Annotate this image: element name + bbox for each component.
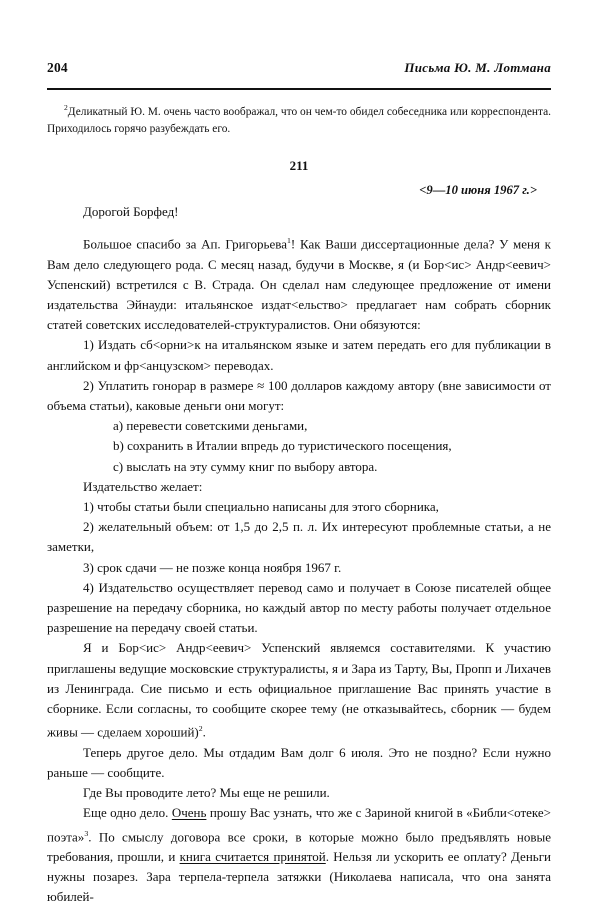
wish-item-4: 4) Издательство осуществляет перевод само и получает в Союзе писателей общее разрешение на передачу сборника, но каждый автор по месту работы получает отдельное разрешение на передачу своей статьи. — [47, 579, 551, 636]
obligation-item-1: 1) Издать сб<орни>к на итальянском языке и затем передать его для публикации в английском и фр<анцузском> переводах. — [47, 337, 551, 373]
book-text-b: прошу Вас узнать, что же с Зариной книгой в «Библи<отеке> поэта» — [47, 805, 552, 844]
page-number: 204 — [47, 60, 68, 75]
sub-item-a: a) перевести советскими деньгами, — [113, 418, 308, 434]
emphasis-ochen: Очень — [171, 805, 207, 821]
book-text-d: . Нельзя ли ускорить ее оплату? Деньги нужны позарез. Зара терпела-терпела затяжки (Николаева написала, что она занята юбилей- — [47, 849, 551, 905]
paragraph-opening — [47, 231, 551, 335]
letter-number: 211 — [289, 158, 309, 173]
invitation-text-b: . — [202, 724, 206, 740]
footnote-marker: 2 — [64, 103, 68, 112]
book-text-a: Еще одно дело. — [83, 805, 172, 821]
sub-item-c: c) выслать на эту сумму книг по выбору автора. — [113, 458, 378, 474]
letter-date: <9—10 июня 1967 г.> — [419, 183, 537, 197]
wish-item-3: 3) срок сдачи — не позже конца ноября 1967 г. — [83, 559, 342, 575]
opening-text-a: Большое спасибо за Ап. Григорьева — [83, 236, 287, 252]
paragraph-debt: Теперь другое дело. Мы отдадим Вам долг 6 июля. Это не поздно? Если нужно раньше — сообщите. — [47, 744, 551, 780]
paragraph-book — [47, 803, 551, 907]
footnote-block — [47, 99, 551, 139]
wish-item-1: 1) чтобы статьи были специально написаны для этого сборника, — [83, 498, 439, 514]
paragraph-invitation — [47, 638, 551, 742]
opening-text-b: ! Как Ваши диссертационные дела? У меня к Вам дело следующего рода. С месяц назад, будучи в Москве, я (и Бор<ис> Андр<еевич> Успенский) встретился с В. Страда. Он сделал нам следующее предложение от имени издательства Эйнауди: итальянское издат<ельство> предлагает нам собрать сборник статей советских исследователей-структуралистов. Они обязуются: — [47, 236, 551, 333]
footnote-ref-1: 1 — [287, 236, 291, 245]
running-head — [47, 60, 551, 76]
running-title: Письма Ю. М. Лотмана — [404, 60, 551, 75]
letter-salutation: Дорогой Борфед! — [83, 204, 179, 219]
header-rule — [47, 88, 551, 90]
book-text-c: . По смыслу договора все сроки, в которые можно было предъявлять новые требования, прошли, и — [47, 828, 551, 865]
footnote-ref-2: 2 — [198, 724, 203, 734]
paragraph-summer: Где Вы проводите лето? Мы еще не решили. — [83, 785, 330, 801]
wish-item-2: 2) желательный объем: от 1,5 до 2,5 п. л. Их интересуют проблемные статьи, а не заметки, — [47, 519, 551, 555]
emphasis-kniga-schitaetsya-prinyatoj: книга считается принятой — [179, 849, 326, 865]
invitation-text-a: Я и Бор<ис> Андр<еевич> Успенский являемся составителями. К участию приглашены ведущие московские структуралисты, я и Зара из Тарту, Вы, Пропп и Лихачев из Ленинграда. Сие письмо и есть официальное приглашение Вас принять участие в сборнике. Если согласны, то сообщите скорее тему (не отказывайтесь, сборник — будем живы — сделаем хороший) — [47, 640, 552, 740]
footnote-text: Деликатный Ю. М. очень часто воображал, что он чем-то обидел собеседника или корреспондента. Приходилось горячо разубеждать его. — [47, 105, 551, 136]
footnote-ref-3: 3 — [84, 828, 89, 838]
publisher-wishes-heading: Издательство желает: — [83, 478, 203, 494]
obligation-item-2: 2) Уплатить гонорар в размере ≈ 100 долларов каждому автору (вне зависимости от объема статьи), каковые деньги они могут: — [47, 377, 551, 413]
letter-body — [47, 231, 551, 908]
sub-item-b: b) сохранить в Италии впредь до туристического посещения, — [113, 438, 452, 454]
